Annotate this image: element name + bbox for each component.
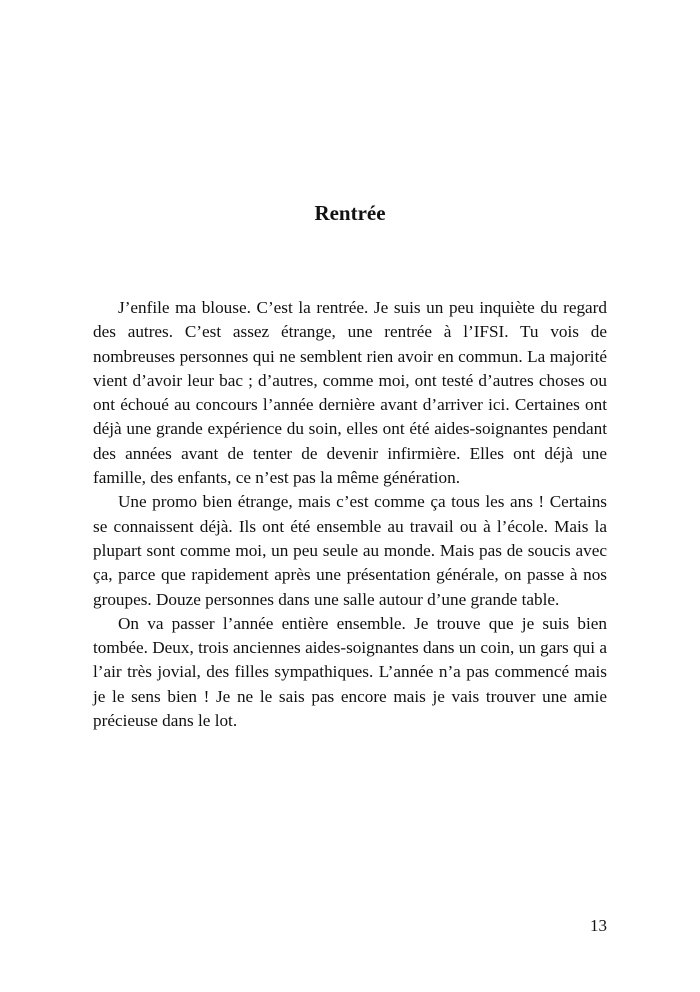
chapter-body (93, 296, 607, 733)
paragraph-1: J’enfile ma blouse. C’est la rentrée. Je suis un peu inquiète du regard des autres. C’est assez étrange, une rentrée à l’IFSI. Tu vois de nombreuses personnes qui ne semblent rien avoir en commun. La majorité vient d’avoir leur bac ; d’autres, comme moi, ont testé d’autres choses ou ont échoué au concours l’année dernière avant d’arriver ici. Certaines ont déjà une grande expérience du soin, elles ont été aides-soignantes pendant des années avant de tenter de devenir infirmière. Elles ont déjà une famille, des enfants, ce n’est pas la même génération. (93, 298, 607, 488)
chapter-title: Rentrée (314, 201, 386, 225)
paragraph-2: Une promo bien étrange, mais c’est comme ça tous les ans ! Certains se connaissent déjà. Ils ont été ensemble au travail ou à l’école. Mais la plupart sont comme moi, un peu seule au monde. Mais pas de soucis avec ça, parce que rapidement après une présentation générale, on passe à nos groupes. Douze personnes dans une salle autour d’une grande table. (93, 492, 607, 609)
page-number: 13 (590, 916, 607, 935)
paragraph-3: On va passer l’année entière ensemble. Je trouve que je suis bien tombée. Deux, trois anciennes aides-soignantes dans un coin, un gars qui a l’air très jovial, des filles sympathiques. L’année n’a pas commencé mais je le sens bien ! Je ne le sais pas encore mais je vais trouver une amie précieuse dans le lot. (93, 613, 607, 731)
